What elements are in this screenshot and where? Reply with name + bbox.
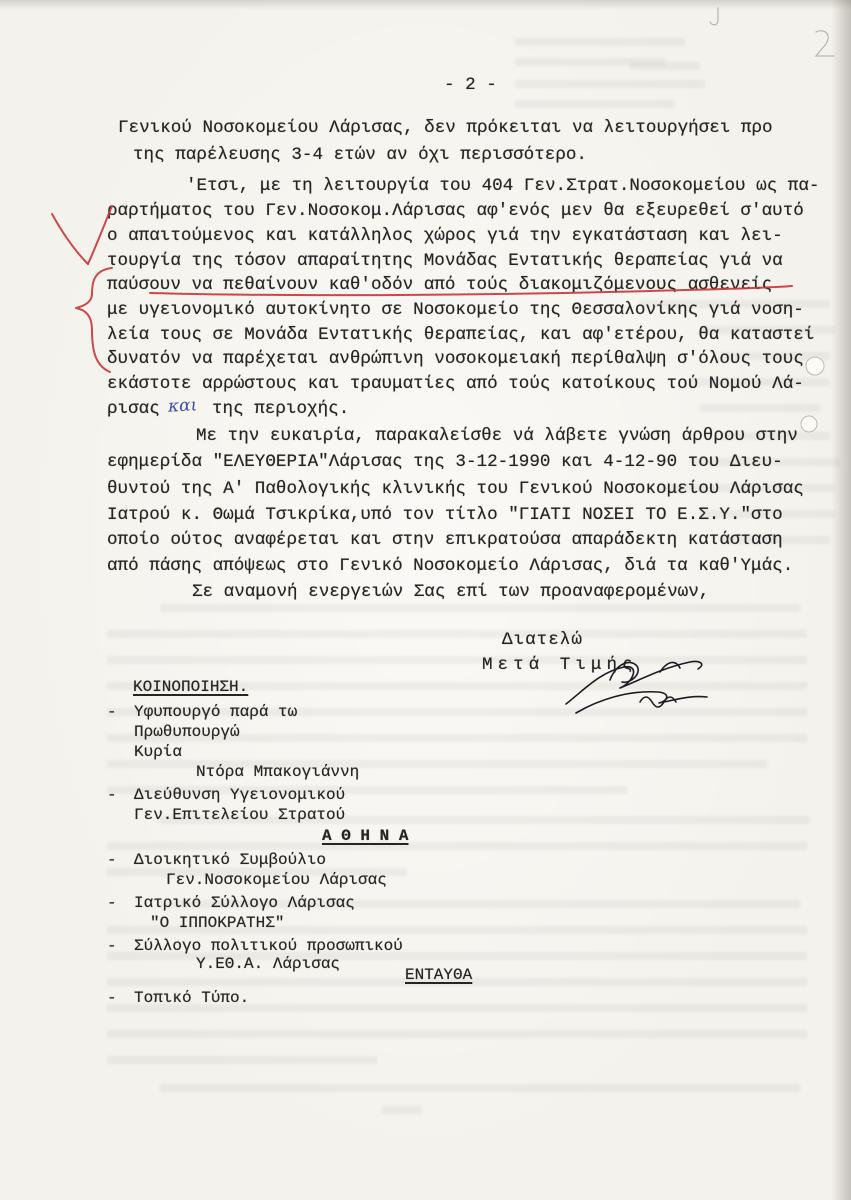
body-line-start: ρισας — [107, 399, 160, 419]
body-line: από πάσης απόψεως στο Γενικό Νοσοκομείο Λάρισας, διά τα καθ'Υμάς. — [107, 556, 794, 576]
cc-bullet: - — [107, 894, 117, 912]
closing-sign-off: Διατελώ — [502, 630, 583, 650]
cc-line: Υφυπουργό παρά τω — [134, 703, 298, 721]
page-number: - 2 - — [444, 75, 497, 95]
cc-local: ΕΝΤΑΥΘΑ — [405, 966, 473, 984]
cc-line: Ντόρα Μπακογιάννη — [196, 763, 360, 781]
cc-line: "Ο ΙΠΠΟΚΡΑΤΗΣ" — [150, 914, 285, 932]
cc-bullet: - — [107, 851, 117, 869]
body-line: λεία τους σε Μονάδα Εντατικής θεραπείας, και αφ'ετέρου, θα καταστεί — [107, 325, 815, 345]
body-line: Σε αναμονή ενεργειών Σας επί των προαναφερομένων, — [192, 582, 710, 602]
cc-line: Διεύθυνση Υγειονομικού — [134, 786, 346, 804]
body-line: της παρέλευσης 3-4 ετών αν όχι περισσότερο. — [133, 145, 587, 165]
cc-city: Α Θ Η Ν Α — [322, 827, 409, 845]
body-line: 'Ετσι, με τη λειτουργία του 404 Γεν.Στρατ.Νοσοκομείου ως πα- — [186, 176, 820, 196]
body-line: τουργία της τόσον απαραίτητης Μονάδας Εντατικής θεραπείας γιά να — [107, 251, 783, 271]
body-line: εφημερίδα "ΕΛΕΥΘΕΡΙΑ"Λάρισας της 3-12-1990 και 4-12-90 του Διευ- — [107, 452, 783, 472]
body-line: θυντού της Α' Παθολογικής κλινικής του Γενικού Νοσοκομείου Λάρισας — [107, 479, 804, 499]
cc-line: Διοικητικό Συμβούλιο — [134, 851, 327, 869]
body-line-end: της περιοχής. — [212, 399, 350, 419]
body-line: Με την ευκαιρία, παρακαλείσθε νά λάβετε γνώση άρθρου στην — [196, 426, 798, 446]
body-line: με υγειονομικό αυτοκίνητο σε Νοσοκομείο της Θεσσαλονίκης γιά νοση- — [107, 300, 804, 320]
cc-heading: ΚΟΙΝΟΠΟΙΗΣΗ. — [133, 678, 249, 696]
cc-bullet: - — [107, 786, 117, 804]
cc-line: Πρωθυπουργώ — [134, 723, 240, 741]
cc-line: Γεν.Επιτελείου Στρατού — [134, 806, 346, 824]
body-line: παύσουν να πεθαίνουν καθ'οδόν από τούς διακομιζόμενους ασθενείς — [107, 275, 773, 295]
body-line: εκάστοτε αρρώστους και τραυματίες από τούς κατοίκους τού Νομού Λά- — [107, 374, 804, 394]
body-line: ραρτήματος του Γεν.Νοσοκομ.Λάρισας αφ'ενός μεν θα εξευρεθεί σ'αυτό — [107, 201, 804, 221]
body-line: δυνατόν να παρέχεται ανθρώπινη νοσοκομειακή περίθαλψη σ'όλους τους — [107, 349, 804, 369]
cc-bullet: - — [107, 703, 117, 721]
cc-bullet: - — [107, 989, 117, 1007]
cc-bullet: - — [107, 937, 117, 955]
cc-line: Τοπικό Τύπο. — [134, 989, 250, 1007]
body-line: ο απαιτούμενος και κατάλληλος χώρος γιά την εγκατάσταση και λει- — [107, 226, 783, 246]
cc-line: Υ.ΕΘ.Α. Λάρισας — [196, 955, 341, 973]
handwritten-correction: και — [167, 395, 198, 417]
body-line: Γενικού Νοσοκομείου Λάρισας, δεν πρόκειται να λειτουργήσει προ — [118, 118, 773, 138]
cc-line: Κυρία — [134, 743, 183, 761]
cc-line: Σύλλογο πολιτικού προσωπικού — [134, 937, 403, 955]
closing-regards: Μετά Τιμής — [482, 655, 638, 675]
body-line: οποίο ούτος αναφέρεται και στην επικρατούσα απαράδεκτη κατάσταση — [107, 530, 783, 550]
body-line: Ιατρού κ. Θωμά Τσικρίκα,υπό τον τίτλο "ΓΙΑΤΙ ΝΟΣΕΙ ΤΟ Ε.Σ.Υ."στο — [107, 505, 783, 525]
cc-line: Γεν.Νοσοκομείου Λάρισας — [166, 871, 387, 889]
cc-line: Ιατρικό Σύλλογο Λάρισας — [134, 894, 355, 912]
